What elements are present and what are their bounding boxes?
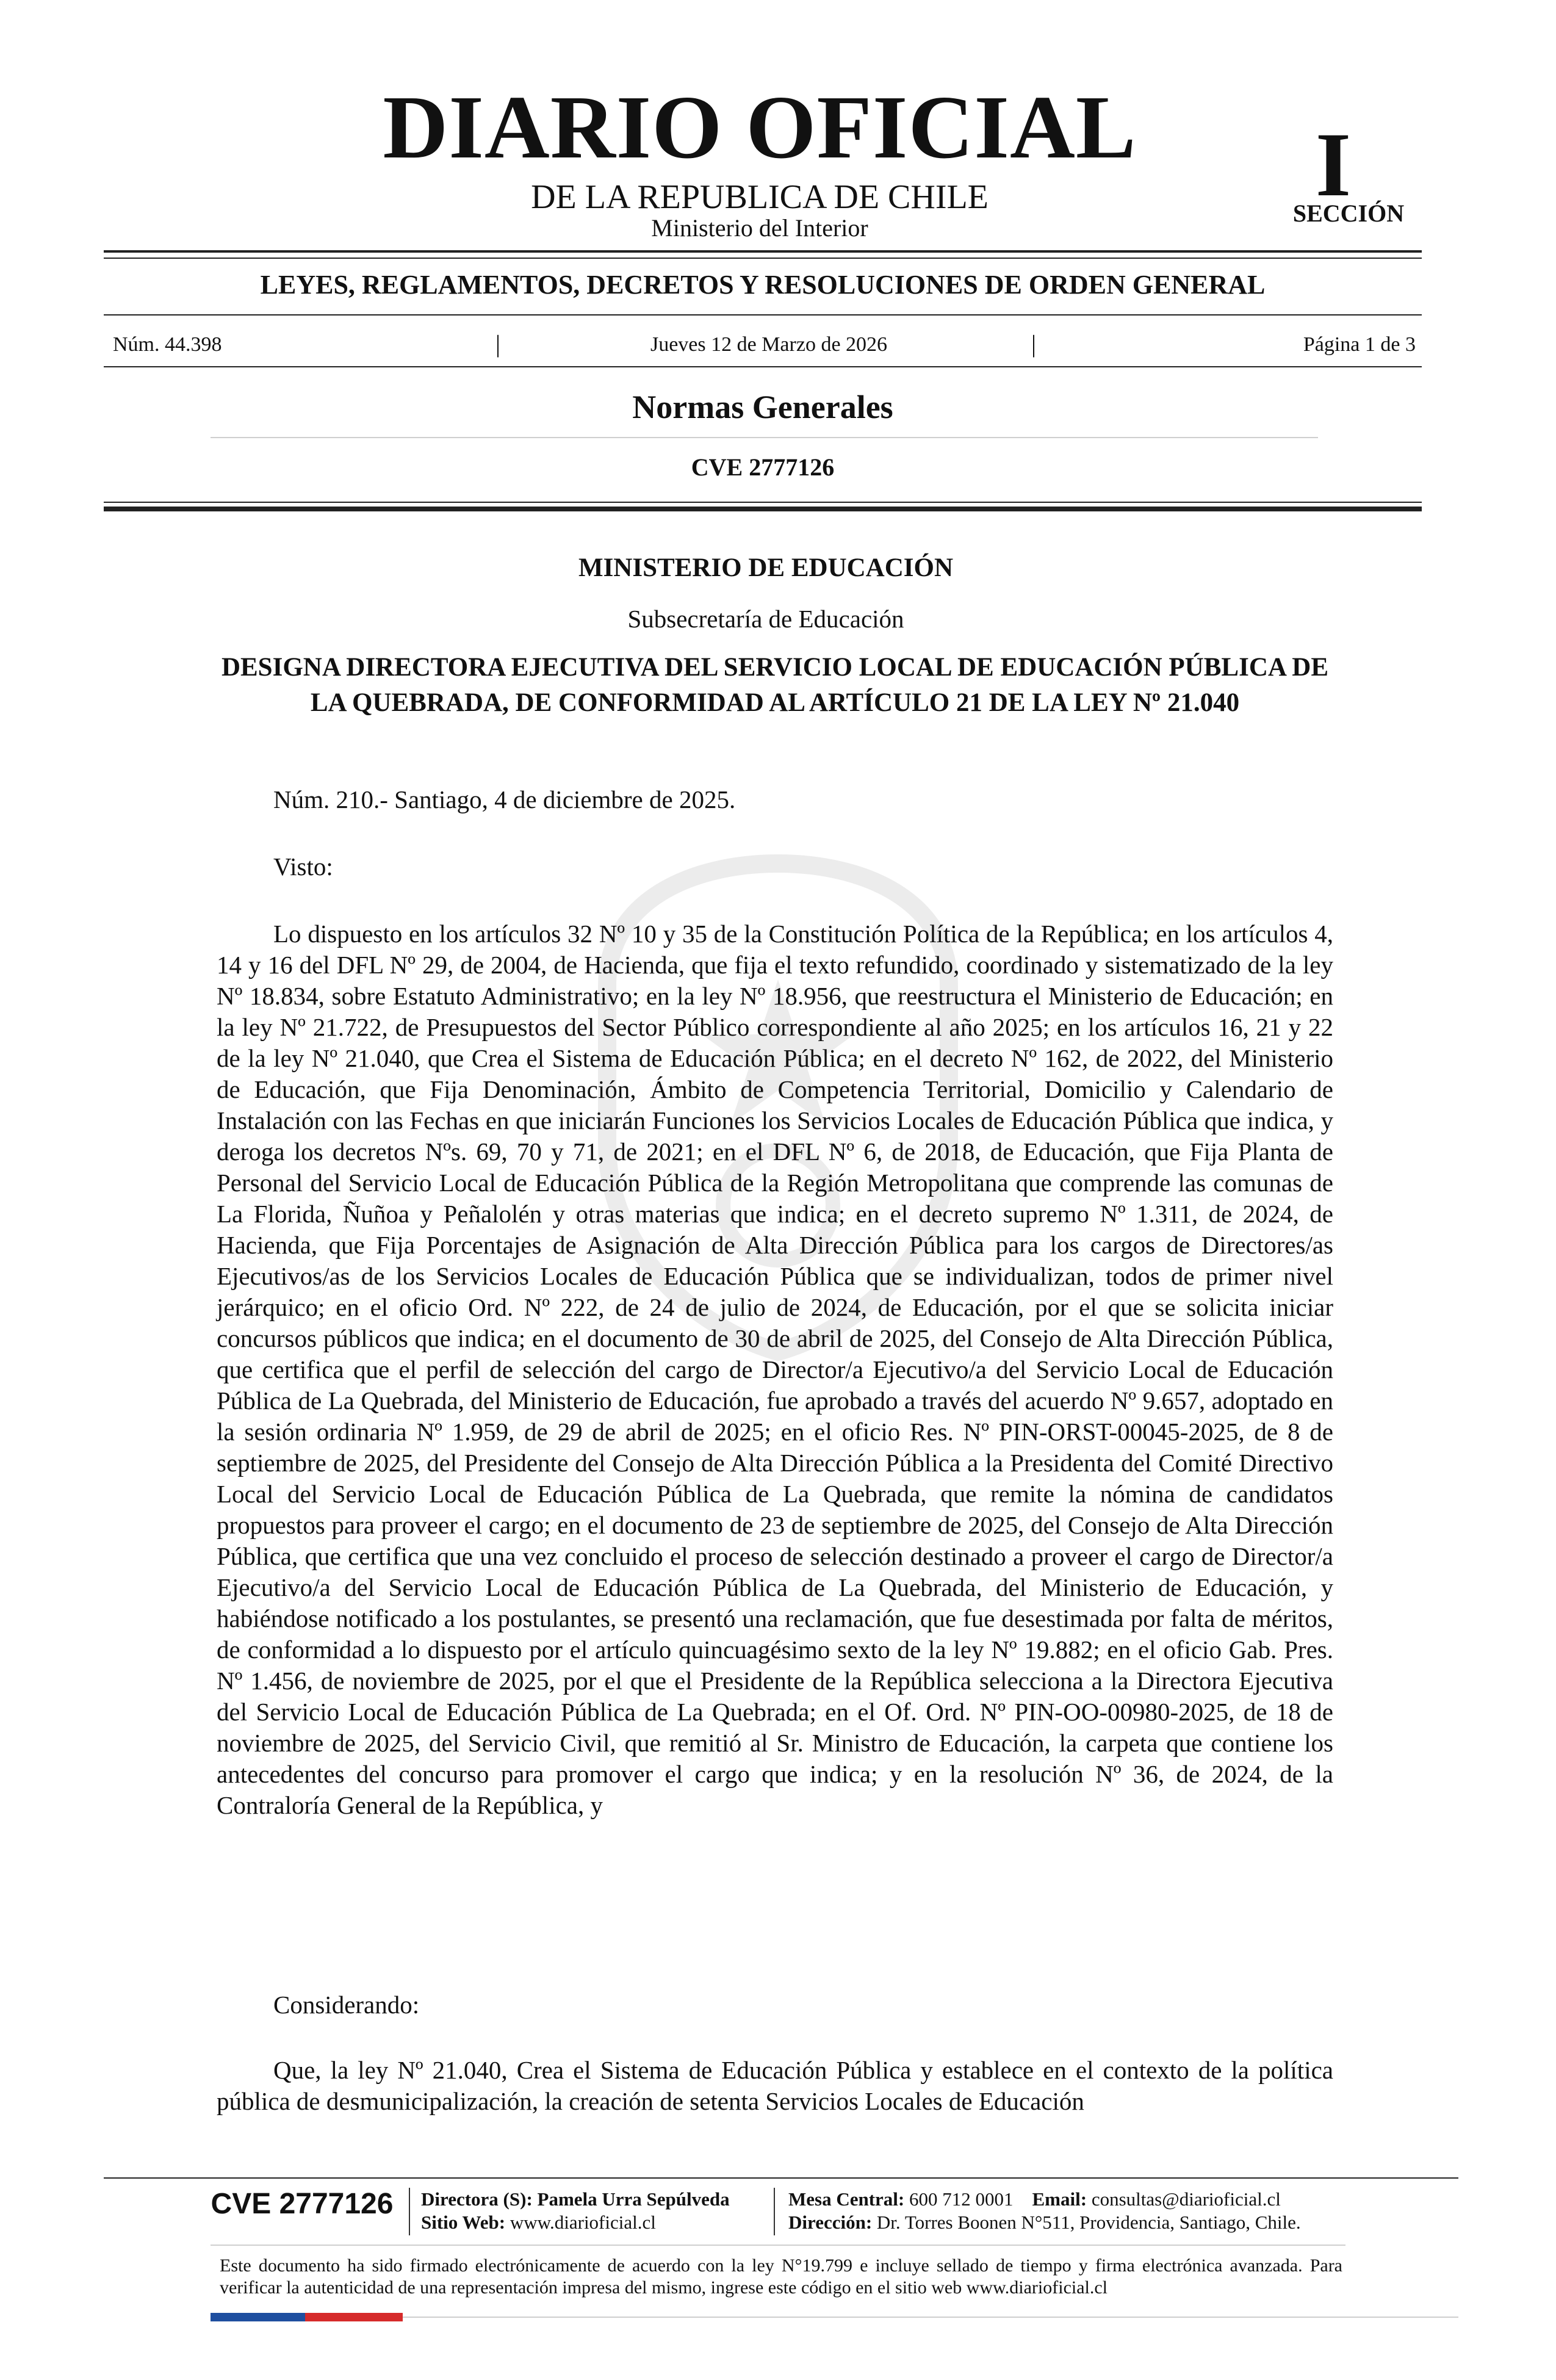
category-rule xyxy=(104,314,1422,316)
mesa-label: Mesa Central: xyxy=(788,2188,905,2210)
page-indicator: Página 1 de 3 xyxy=(1303,333,1416,356)
visto-label: Visto: xyxy=(273,853,333,881)
ministry-label: Ministerio del Interior xyxy=(651,214,868,242)
sitio-label: Sitio Web: xyxy=(421,2212,506,2233)
document-cve: CVE 2777126 xyxy=(691,453,835,481)
mesa-value: 600 712 0001 xyxy=(909,2188,1014,2210)
footer-rule xyxy=(104,2177,1458,2179)
directora-name: Pamela Urra Sepúlveda xyxy=(537,2188,730,2210)
email-value: consultas@diarioficial.cl xyxy=(1091,2188,1281,2210)
directora-label: Directora (S): xyxy=(421,2188,533,2210)
flag-line xyxy=(403,2317,1458,2318)
issue-separator: | xyxy=(1031,330,1037,358)
footer-separator xyxy=(409,2188,410,2235)
masthead-rule xyxy=(104,250,1422,253)
considerando-paragraph: Que, la ley Nº 21.040, Crea el Sistema de Educación Pública y establece en el contexto de la política pública de desmunicipalización, la creación de setenta Servicios Locales de Educación xyxy=(217,2056,1333,2115)
decree-number-line: Núm. 210.- Santiago, 4 de diciembre de 2025. xyxy=(273,785,736,813)
section-heading-rule xyxy=(211,437,1318,438)
flag-stripe-red xyxy=(305,2313,403,2321)
decree-title: DESIGNA DIRECTORA EJECUTIVA DEL SERVICIO LOCAL DE EDUCACIÓN PÚBLICA DE LA QUEBRADA, DE CONFORMIDAD AL ARTÍCULO 21 DE LA LEY Nº 21.040 xyxy=(221,653,1329,717)
heading-rule-thick xyxy=(104,507,1422,511)
visto-paragraph: Lo dispuesto en los artículos 32 Nº 10 y 35 de la Constitución Política de la República; en los artículos 4, 14 y 16 del DFL Nº 29, de 2004, de Hacienda, que fija el texto refundido, coordinado y sistematizado de la ley Nº 18.834, sobre Estatuto Administrativo; en la ley Nº 18.956, que reestructura el Ministerio de Educación; en la ley Nº 21.722, de Presupuestos del Sector Público correspondiente al año 2025; en los artículos 16, 21 y 22 de la ley Nº 21.040, que Crea el Sistema de Educación Pública; en el decreto Nº 162, de 2022, del Ministerio de Educación, que Fija Denominación, Ámbito de Competencia Territorial, Domicilio y Calendario de Instalación con las Fechas en que iniciarán Funciones los Servicios Locales de Educación Pública que indica, y deroga los decretos Nºs. 69, 70 y 71, de 2021; en el DFL Nº 6, de 2018, de Educación, que Fija Planta de Personal del Servicio Local de Educación Pública de la Región Metropolitana que comprende las comunas de La Florida, Ñuñoa y Peñalolén y otras materias que indica; en el decreto supremo Nº 1.311, de 2024, de Hacienda, que Fija Porcentajes de Asignación de Alta Dirección Pública para los cargos de Directores/as Ejecutivos/as de los Servicios Locales de Educación Pública que se individualizan, todos de primer nivel jerárquico; en el oficio Ord. Nº 222, de 24 de julio de 2024, de Educación, por el que se solicita iniciar concursos públicos que indica; en el documento de 30 de abril de 2025, del Consejo de Alta Dirección Pública, que certifica que el perfil de selección del cargo de Director/a Ejecutivo/a del Servicio Local de Educación Pública de La Quebrada, del Ministerio de Educación, fue aprobado a través del acuerdo Nº 9.657, adoptado en la sesión ordinaria Nº 1.959, de 29 de abril de 2025; en el oficio Res. Nº PIN-ORST-00045-2025, de 8 de septiembre de 2025, del Presidente del Consejo de Alta Dirección Pública a la Presidenta del Comité Directivo Local del Servicio Local de Educación Pública de La Quebrada, que remite la nómina de candidatos propuestos para proveer el cargo; en el documento de 23 de septiembre de 2025, del Consejo de Alta Dirección Pública, que certifica que una vez concluido el proceso de selección destinado a proveer el cargo de Director/a Ejecutivo/a del Servicio Local de Educación Pública de La Quebrada, del Ministerio de Educación, y habiéndose notificado a los postulantes, se presentó una reclamación, que fue desestimada por falta de méritos, de conformidad a lo dispuesto por el artículo quincuagésimo sexto de la ley Nº 19.882; en el oficio Gab. Pres. Nº 1.456, de noviembre de 2025, por el que el Presidente de la República selecciona a la Directora Ejecutiva del Servicio Local de Educación Pública de La Quebrada; en el Of. Ord. Nº PIN-OO-00980-2025, de 18 de noviembre de 2025, del Servicio Civil, que remitió al Sr. Ministro de Educación, la carpeta que contiene los antecedentes del concurso para promover el cargo que indica; y en la resolución Nº 36, de 2024, de la Contraloría General de la República, y xyxy=(217,920,1333,1819)
section-label: SECCIÓN xyxy=(1292,200,1405,227)
footer-separator xyxy=(774,2188,775,2235)
masthead-rule-thin xyxy=(104,258,1422,259)
issue-date: Jueves 12 de Marzo de 2026 xyxy=(650,333,888,356)
issuing-subsecretaria: Subsecretaría de Educación xyxy=(627,605,904,633)
signature-disclaimer: Este documento ha sido firmado electrónicamente de acuerdo con la ley N°19.799 e incluye sellado de tiempo y firma electrónica avanzada. Para verificar la autenticidad de una representación impresa del mismo, ingrese este código en el sitio web www.diarioficial.cl xyxy=(220,2256,1342,2298)
flag-stripe-blue xyxy=(211,2313,305,2321)
direccion-value: Dr. Torres Boonen N°511, Providencia, Santiago, Chile. xyxy=(876,2212,1301,2233)
issue-rule xyxy=(104,366,1422,367)
section-number: I xyxy=(1315,114,1352,215)
direccion-label: Dirección: xyxy=(788,2212,873,2233)
section-heading: Normas Generales xyxy=(632,389,893,425)
considerando-label: Considerando: xyxy=(273,1991,420,2019)
email-label: Email: xyxy=(1032,2188,1087,2210)
heading-rule xyxy=(104,502,1422,503)
issuing-ministry: MINISTERIO DE EDUCACIÓN xyxy=(578,554,954,582)
newspaper-subtitle: DE LA REPUBLICA DE CHILE xyxy=(531,178,989,216)
issue-separator: | xyxy=(495,330,501,358)
category-heading: LEYES, REGLAMENTOS, DECRETOS Y RESOLUCIONES DE ORDEN GENERAL xyxy=(260,270,1266,300)
sitio-value: www.diarioficial.cl xyxy=(510,2212,656,2233)
footer-divider xyxy=(211,2245,1345,2246)
footer-contact-right xyxy=(788,2188,1386,2234)
footer-contact-left xyxy=(421,2188,763,2234)
issue-number: Núm. 44.398 xyxy=(113,333,222,356)
newspaper-title: DIARIO OFICIAL xyxy=(383,78,1137,178)
footer-cve: CVE 2777126 xyxy=(211,2188,394,2220)
